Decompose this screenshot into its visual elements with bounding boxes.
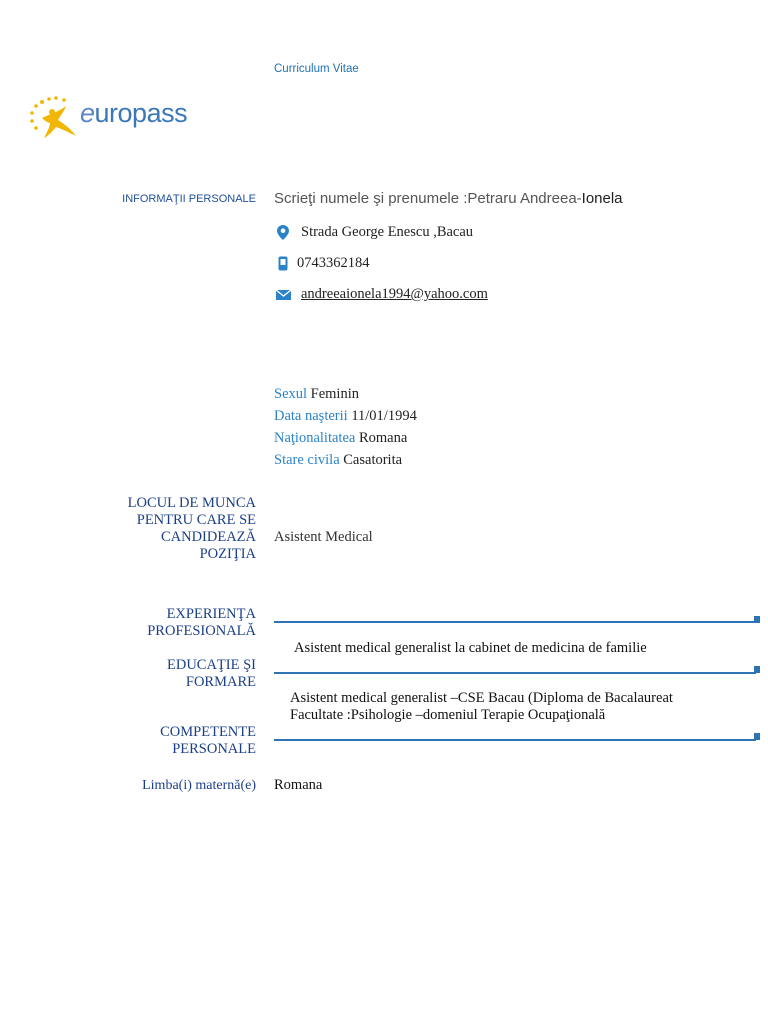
europass-wordmark: europass: [80, 98, 188, 128]
email-link[interactable]: andreeaionela1994@yahoo.com: [301, 286, 488, 302]
education-label: EDUCAŢIE ŞI FORMARE: [166, 657, 256, 690]
experience-label: EXPERIENŢA PROFESIONALĂ: [147, 606, 256, 639]
europass-logo: [28, 92, 198, 144]
fact-birth-date: Data naşterii 11/01/1994: [274, 408, 417, 424]
address-row: [274, 224, 473, 241]
job-applied-value: Asistent Medical: [274, 529, 373, 545]
phone-row: [274, 255, 370, 272]
education-divider: [274, 672, 756, 674]
competences-divider-end: [754, 733, 760, 740]
job-applied-label: LOCUL DE MUNCA PENTRU CARE SE CANDIDEAZĂ POZIŢIA: [127, 495, 256, 562]
full-name: Scrieţi numele şi prenumele :Petraru Andreea-Ionela: [274, 190, 623, 207]
phone-text: 0743362184: [297, 255, 370, 271]
fact-sex: Sexul Feminin: [274, 386, 359, 402]
mother-tongue-label: Limba(i) maternă(e): [142, 778, 256, 793]
competences-divider: [274, 739, 756, 741]
personal-info-label: INFORMAŢII PERSONALE: [122, 193, 256, 205]
experience-divider: [274, 621, 756, 623]
europass-star-figure-icon: [28, 92, 88, 144]
location-pin-icon: [274, 225, 292, 240]
mother-tongue-value: Romana: [274, 777, 323, 793]
email-row: [274, 286, 488, 303]
competences-label: COMPETENTE PERSONALE: [160, 724, 256, 757]
education-line-1: Asistent medical generalist –CSE Bacau (Diploma de Bacalaureat: [290, 690, 673, 706]
cv-title: Curriculum Vitae: [274, 63, 359, 75]
education-divider-end: [754, 666, 760, 673]
mobile-phone-icon: [274, 256, 292, 271]
fact-nationality: Naţionalitatea Romana: [274, 430, 408, 446]
education-line-2: Facultate :Psihologie –domeniul Terapie Ocupaţională: [290, 707, 606, 723]
experience-text: Asistent medical generalist la cabinet de medicina de familie: [294, 640, 647, 656]
fact-marital-status: Stare civila Casatorita: [274, 452, 403, 468]
address-text: Strada George Enescu ,Bacau: [301, 224, 474, 240]
envelope-icon: [274, 290, 292, 300]
experience-divider-end: [754, 616, 760, 623]
